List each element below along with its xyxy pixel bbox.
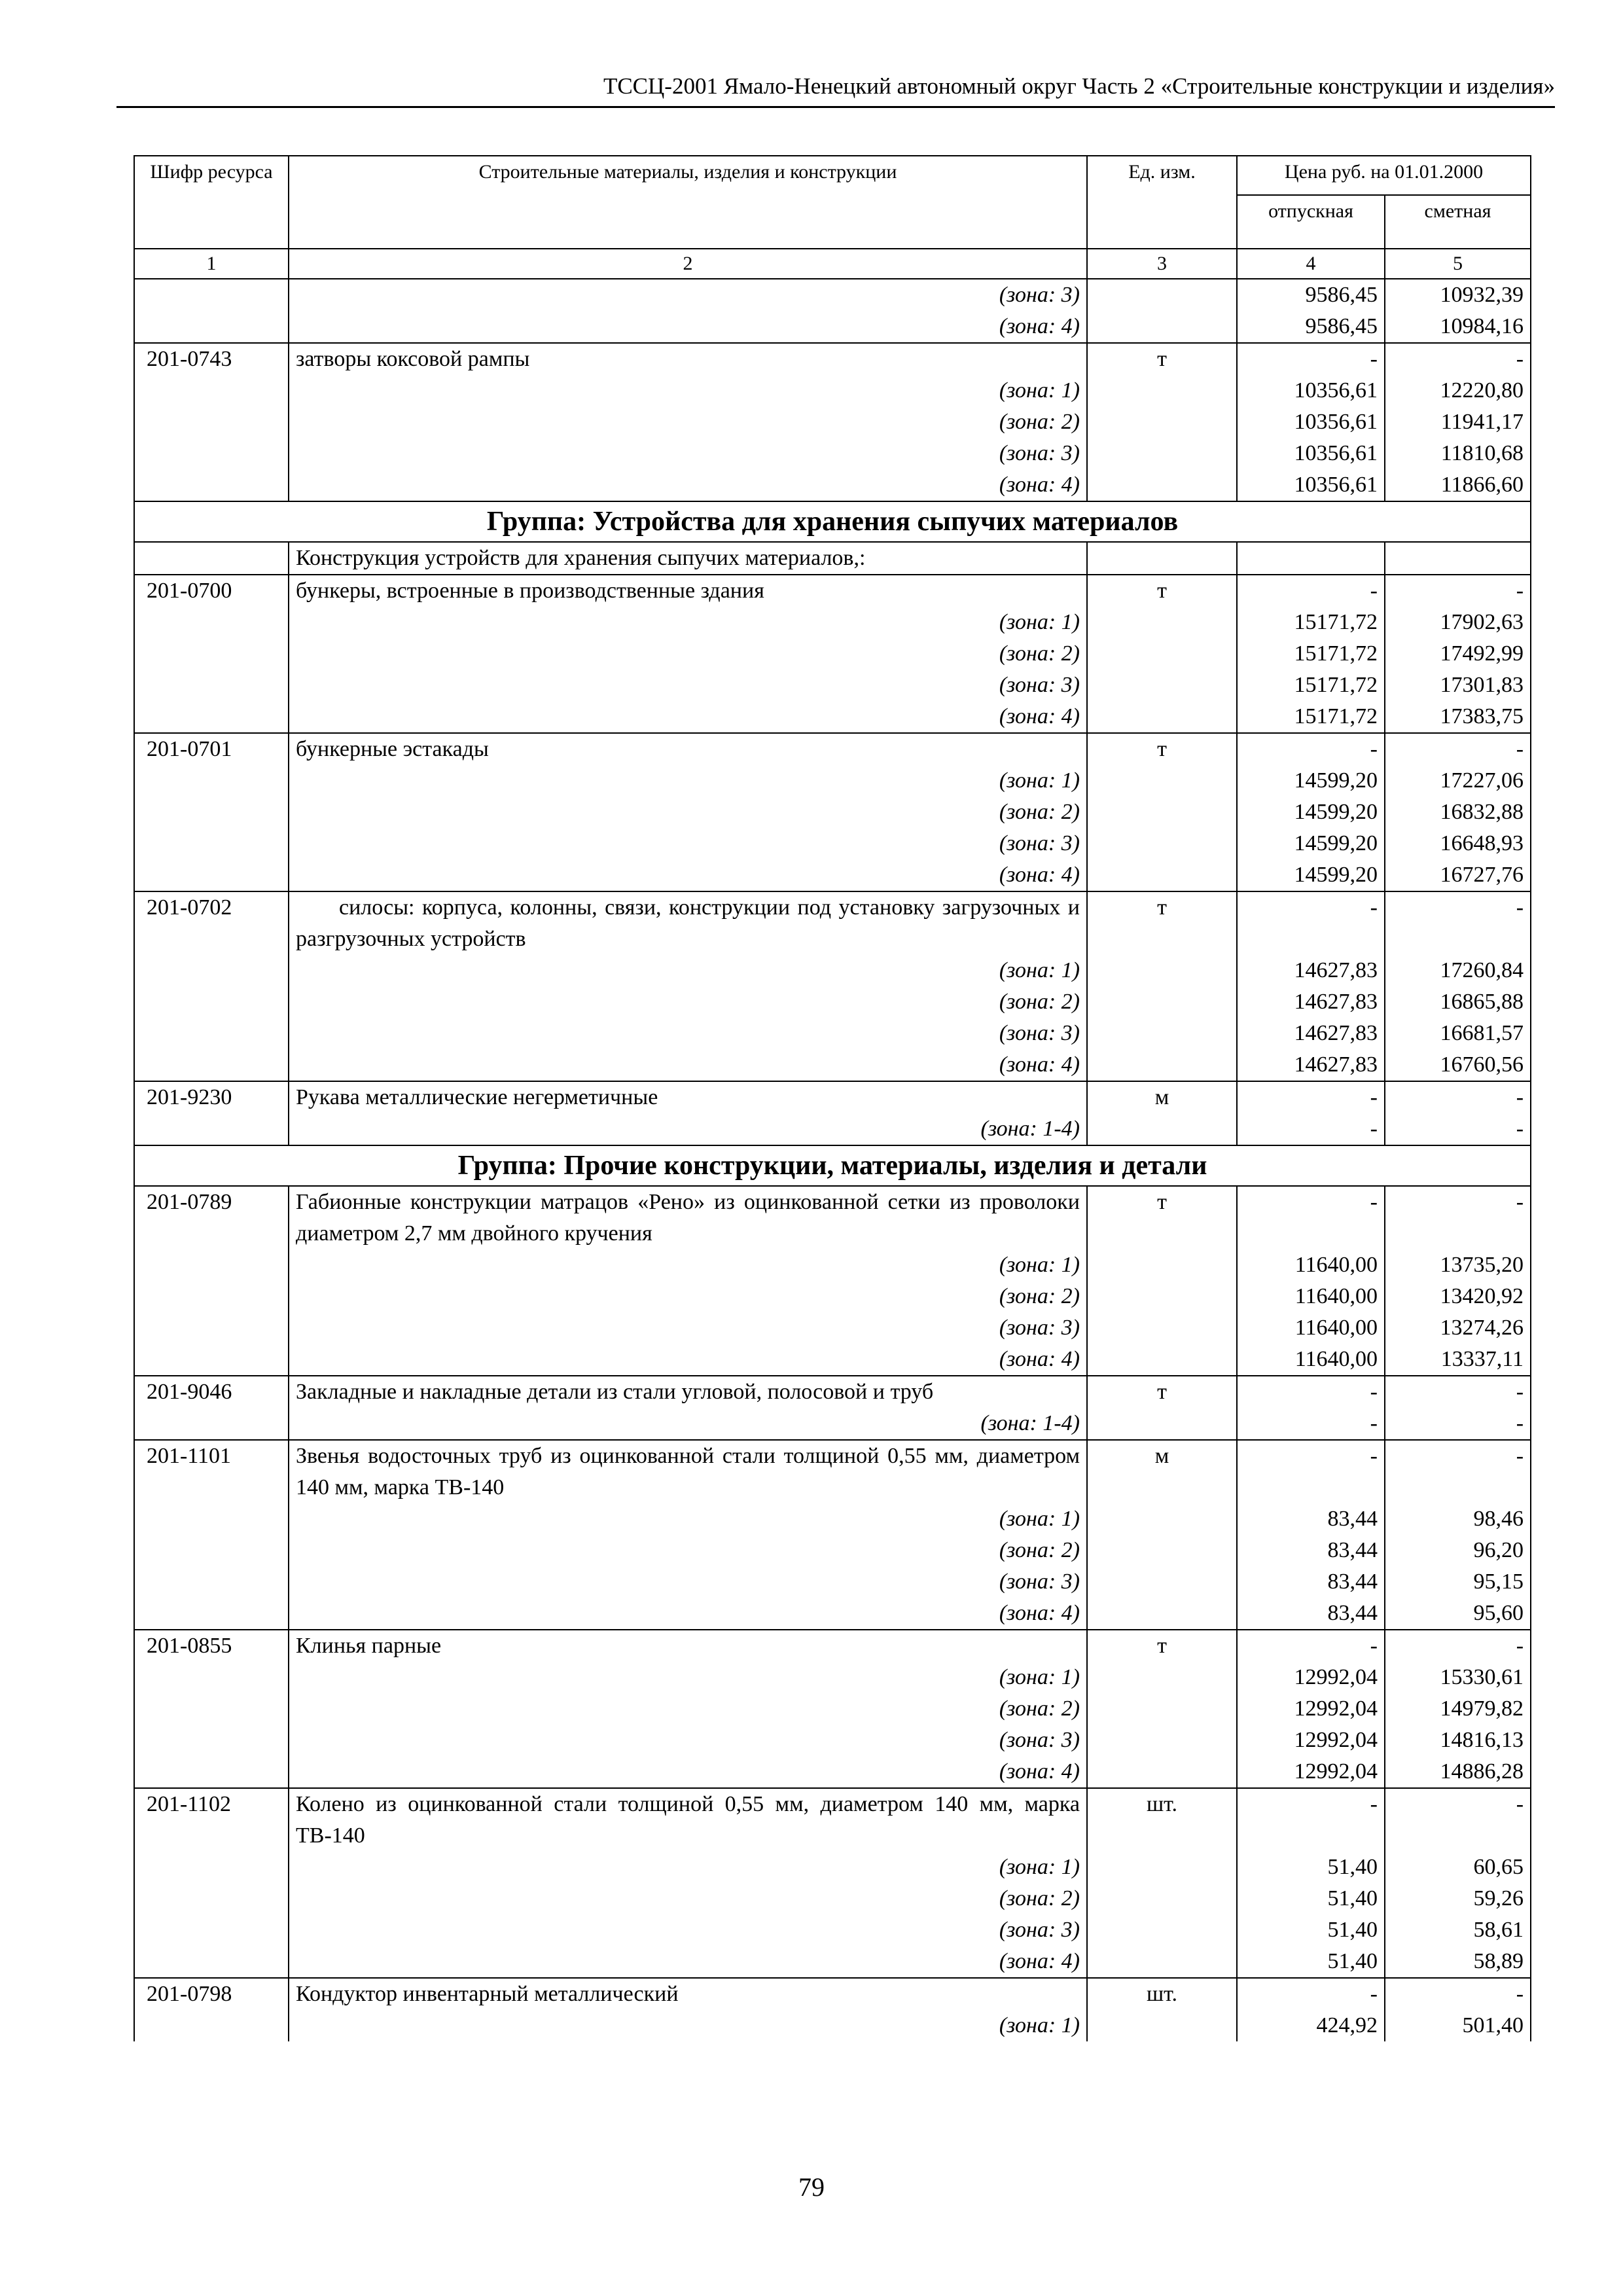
table-row: [134, 1725, 1531, 1756]
zone-label: (зона: 1): [289, 1503, 1087, 1535]
price-release: 11640,00: [1237, 1281, 1385, 1312]
zone-label: (зона: 4): [289, 1598, 1087, 1630]
table-row: [134, 311, 1531, 343]
page-number: 79: [798, 2172, 825, 2202]
col-estimate-header: сметная: [1385, 195, 1531, 249]
table-row: [134, 438, 1531, 469]
price-release: 14599,20: [1237, 797, 1385, 828]
table-row: [134, 955, 1531, 986]
table-row: [134, 1281, 1531, 1312]
table-row: [134, 828, 1531, 859]
unit: т: [1087, 1630, 1237, 1662]
price-estimate: 10984,16: [1385, 311, 1531, 343]
col-release-header: отпускная: [1237, 195, 1385, 249]
resource-code: 201-0798: [134, 1978, 289, 2010]
table-row: [134, 279, 1531, 311]
zone-label: (зона: 4): [289, 1946, 1087, 1978]
price-release: 11640,00: [1237, 1249, 1385, 1281]
price-release: 11640,00: [1237, 1344, 1385, 1376]
zone-label: (зона: 3): [289, 279, 1087, 311]
price-release: -: [1237, 1978, 1385, 2010]
price-estimate: -: [1385, 733, 1531, 765]
price-release: 15171,72: [1237, 638, 1385, 670]
price-release: 51,40: [1237, 1883, 1385, 1914]
col-number: 3: [1087, 249, 1237, 279]
price-estimate: 17260,84: [1385, 955, 1531, 986]
col-unit-header: Ед. изм.: [1087, 156, 1237, 249]
col-price-header: Цена руб. на 01.01.2000: [1237, 156, 1531, 195]
price-estimate: 16648,93: [1385, 828, 1531, 859]
table-row: [134, 1186, 1531, 1249]
resource-name: Колено из оцинкованной стали толщиной 0,55 мм, диаметром 140 мм, марка ТВ-140: [289, 1788, 1087, 1852]
price-table: [134, 155, 1531, 2041]
unit: т: [1087, 891, 1237, 955]
zone-label: (зона: 1): [289, 1249, 1087, 1281]
price-estimate: 11866,60: [1385, 469, 1531, 501]
price-release: -: [1237, 733, 1385, 765]
zone-label: (зона: 1-4): [289, 1113, 1087, 1145]
table-row: [134, 1566, 1531, 1598]
price-release: -: [1237, 1186, 1385, 1249]
table-row: [134, 607, 1531, 638]
zone-label: (зона: 2): [289, 1693, 1087, 1725]
zone-label: (зона: 2): [289, 406, 1087, 438]
zone-label: (зона: 4): [289, 311, 1087, 343]
price-estimate: 96,20: [1385, 1535, 1531, 1566]
table-row: [134, 1756, 1531, 1788]
price-estimate: 16832,88: [1385, 797, 1531, 828]
zone-label: (зона: 1): [289, 375, 1087, 406]
resource-name: бункерные эстакады: [289, 733, 1087, 765]
resource-code: 201-1102: [134, 1788, 289, 1852]
price-estimate: -: [1385, 1408, 1531, 1440]
price-release: -: [1237, 575, 1385, 607]
table-row: [134, 891, 1531, 955]
table-row: [134, 1914, 1531, 1946]
price-estimate: 17301,83: [1385, 670, 1531, 701]
price-estimate: -: [1385, 1081, 1531, 1113]
table-row: [134, 1788, 1531, 1852]
price-estimate: 17383,75: [1385, 701, 1531, 733]
table-row: [134, 2010, 1531, 2041]
resource-code: 201-1101: [134, 1440, 289, 1503]
group-title: Группа: Прочие конструкции, материалы, изделия и детали: [134, 1145, 1531, 1186]
group-row: [134, 1145, 1531, 1186]
price-release: 51,40: [1237, 1914, 1385, 1946]
table-row: [134, 542, 1531, 575]
price-estimate: 98,46: [1385, 1503, 1531, 1535]
table-row: [134, 1978, 1531, 2010]
price-estimate: 14816,13: [1385, 1725, 1531, 1756]
header-rule: [116, 106, 1555, 108]
price-release: 12992,04: [1237, 1725, 1385, 1756]
price-release: 10356,61: [1237, 406, 1385, 438]
price-release: 12992,04: [1237, 1693, 1385, 1725]
page-header: ТССЦ-2001 Ямало-Ненецкий автономный округ Часть 2 «Строительные конструкции и изделия»: [603, 73, 1555, 99]
unit: шт.: [1087, 1978, 1237, 2010]
price-estimate: 11810,68: [1385, 438, 1531, 469]
table-row: [134, 1249, 1531, 1281]
zone-label: (зона: 2): [289, 1281, 1087, 1312]
price-release: -: [1237, 1440, 1385, 1503]
zone-label: (зона: 1): [289, 607, 1087, 638]
table-row: [134, 469, 1531, 501]
price-estimate: -: [1385, 1978, 1531, 2010]
price-release: 83,44: [1237, 1566, 1385, 1598]
table-row: [134, 1598, 1531, 1630]
table-row: [134, 1113, 1531, 1145]
price-release: 14627,83: [1237, 1018, 1385, 1049]
price-estimate: 13337,11: [1385, 1344, 1531, 1376]
resource-name: бункеры, встроенные в производственные здания: [289, 575, 1087, 607]
table-row: [134, 797, 1531, 828]
table-row: [134, 1630, 1531, 1662]
resource-name: Рукава металлические негерметичные: [289, 1081, 1087, 1113]
table-row: [134, 1408, 1531, 1440]
table-row: [134, 733, 1531, 765]
resource-name: Габионные конструкции матрацов «Рено» из оцинкованной сетки из проволоки диаметром 2,7 мм двойного кручения: [289, 1186, 1087, 1249]
price-release: 14599,20: [1237, 859, 1385, 891]
price-release: -: [1237, 1081, 1385, 1113]
table-row: [134, 1018, 1531, 1049]
price-estimate: 13420,92: [1385, 1281, 1531, 1312]
zone-label: (зона: 4): [289, 1756, 1087, 1788]
price-release: 12992,04: [1237, 1662, 1385, 1693]
zone-label: (зона: 4): [289, 701, 1087, 733]
resource-code: 201-0701: [134, 733, 289, 765]
unit: м: [1087, 1440, 1237, 1503]
table-row: [134, 1503, 1531, 1535]
price-estimate: 17227,06: [1385, 765, 1531, 797]
unit: т: [1087, 343, 1237, 375]
price-estimate: 14979,82: [1385, 1693, 1531, 1725]
table-row: [134, 343, 1531, 375]
col-number: 2: [289, 249, 1087, 279]
resource-name: Закладные и накладные детали из стали угловой, полосовой и труб: [289, 1376, 1087, 1408]
price-estimate: -: [1385, 1788, 1531, 1852]
zone-label: (зона: 3): [289, 1725, 1087, 1756]
resource-code: 201-9230: [134, 1081, 289, 1113]
zone-label: (зона: 3): [289, 1312, 1087, 1344]
price-release: -: [1237, 1376, 1385, 1408]
zone-label: (зона: 4): [289, 1344, 1087, 1376]
group-row: [134, 501, 1531, 542]
price-estimate: -: [1385, 575, 1531, 607]
price-release: -: [1237, 1788, 1385, 1852]
price-estimate: 15330,61: [1385, 1662, 1531, 1693]
price-estimate: 13735,20: [1385, 1249, 1531, 1281]
price-release: 14599,20: [1237, 765, 1385, 797]
zone-label: (зона: 3): [289, 670, 1087, 701]
zone-label: (зона: 3): [289, 1018, 1087, 1049]
unit: т: [1087, 1376, 1237, 1408]
price-release: 15171,72: [1237, 607, 1385, 638]
price-release: 10356,61: [1237, 438, 1385, 469]
price-release: 14627,83: [1237, 955, 1385, 986]
table-row: [134, 375, 1531, 406]
price-estimate: 58,61: [1385, 1914, 1531, 1946]
zone-label: (зона: 2): [289, 1883, 1087, 1914]
table-row: [134, 859, 1531, 891]
table-row: [134, 575, 1531, 607]
zone-label: (зона: 4): [289, 1049, 1087, 1081]
price-release: 15171,72: [1237, 701, 1385, 733]
price-estimate: 60,65: [1385, 1852, 1531, 1883]
price-estimate: -: [1385, 1376, 1531, 1408]
price-release: 15171,72: [1237, 670, 1385, 701]
price-release: 51,40: [1237, 1852, 1385, 1883]
price-release: 51,40: [1237, 1946, 1385, 1978]
zone-label: (зона: 1): [289, 1852, 1087, 1883]
zone-label: (зона: 2): [289, 1535, 1087, 1566]
zone-label: (зона: 4): [289, 859, 1087, 891]
price-release: 9586,45: [1237, 311, 1385, 343]
price-release: 83,44: [1237, 1598, 1385, 1630]
table-row: [134, 1081, 1531, 1113]
table-row: [134, 986, 1531, 1018]
table-row: [134, 1693, 1531, 1725]
table-row: [134, 701, 1531, 733]
table-row: [134, 1662, 1531, 1693]
price-estimate: 12220,80: [1385, 375, 1531, 406]
price-release: 11640,00: [1237, 1312, 1385, 1344]
zone-label: (зона: 1): [289, 955, 1087, 986]
zone-label: (зона: 3): [289, 438, 1087, 469]
table-row: [134, 1852, 1531, 1883]
zone-label: (зона: 3): [289, 828, 1087, 859]
resource-name: Звенья водосточных труб из оцинкованной стали толщиной 0,55 мм, диаметром 140 мм, марка ТВ-140: [289, 1440, 1087, 1503]
table-row: [134, 1535, 1531, 1566]
zone-label: (зона: 3): [289, 1566, 1087, 1598]
unit: т: [1087, 733, 1237, 765]
table-row: [134, 1376, 1531, 1408]
price-release: -: [1237, 891, 1385, 955]
price-estimate: 16865,88: [1385, 986, 1531, 1018]
table-row: [134, 1344, 1531, 1376]
price-estimate: -: [1385, 343, 1531, 375]
price-release: 83,44: [1237, 1503, 1385, 1535]
col-number: 4: [1237, 249, 1385, 279]
price-estimate: 17902,63: [1385, 607, 1531, 638]
resource-code: 201-0789: [134, 1186, 289, 1249]
price-estimate: -: [1385, 1440, 1531, 1503]
zone-label: (зона: 2): [289, 986, 1087, 1018]
price-release: 424,92: [1237, 2010, 1385, 2041]
price-estimate: 58,89: [1385, 1946, 1531, 1978]
unit: шт.: [1087, 1788, 1237, 1852]
zone-label: (зона: 2): [289, 638, 1087, 670]
price-estimate: 11941,17: [1385, 406, 1531, 438]
table-row: [134, 638, 1531, 670]
resource-name: Кондуктор инвентарный металлический: [289, 1978, 1087, 2010]
resource-name: Клинья парные: [289, 1630, 1087, 1662]
zone-label: (зона: 1): [289, 1662, 1087, 1693]
price-release: -: [1237, 1408, 1385, 1440]
price-estimate: 95,15: [1385, 1566, 1531, 1598]
price-estimate: 501,40: [1385, 2010, 1531, 2041]
table-row: [134, 406, 1531, 438]
table-row: [134, 670, 1531, 701]
price-release: -: [1237, 343, 1385, 375]
col-name-header: Строительные материалы, изделия и конструкции: [289, 156, 1087, 249]
price-release: -: [1237, 1630, 1385, 1662]
resource-name: силосы: корпуса, колонны, связи, конструкции под установку загрузочных и разгрузочных устройств: [289, 891, 1087, 955]
price-estimate: 59,26: [1385, 1883, 1531, 1914]
zone-label: (зона: 1): [289, 765, 1087, 797]
price-estimate: -: [1385, 1630, 1531, 1662]
price-release: 83,44: [1237, 1535, 1385, 1566]
col-number: 1: [134, 249, 289, 279]
unit: м: [1087, 1081, 1237, 1113]
price-estimate: 10932,39: [1385, 279, 1531, 311]
table-row: [134, 765, 1531, 797]
table-row: [134, 1883, 1531, 1914]
price-release: 10356,61: [1237, 469, 1385, 501]
price-estimate: 16760,56: [1385, 1049, 1531, 1081]
price-release: 14599,20: [1237, 828, 1385, 859]
price-release: 10356,61: [1237, 375, 1385, 406]
unit: т: [1087, 1186, 1237, 1249]
unit: т: [1087, 575, 1237, 607]
table-row: [134, 1312, 1531, 1344]
resource-name: затворы коксовой рампы: [289, 343, 1087, 375]
zone-label: (зона: 1): [289, 2010, 1087, 2041]
price-estimate: -: [1385, 1186, 1531, 1249]
col-code-header: Шифр ресурса: [134, 156, 289, 249]
price-estimate: 16681,57: [1385, 1018, 1531, 1049]
table-row: [134, 1946, 1531, 1978]
table-row: [134, 1049, 1531, 1081]
price-estimate: 17492,99: [1385, 638, 1531, 670]
price-release: -: [1237, 1113, 1385, 1145]
resource-code: 201-0700: [134, 575, 289, 607]
resource-code: 201-0702: [134, 891, 289, 955]
zone-label: (зона: 1-4): [289, 1408, 1087, 1440]
price-estimate: -: [1385, 1113, 1531, 1145]
price-estimate: -: [1385, 891, 1531, 955]
price-release: 14627,83: [1237, 986, 1385, 1018]
price-estimate: 14886,28: [1385, 1756, 1531, 1788]
price-release: 12992,04: [1237, 1756, 1385, 1788]
zone-label: (зона: 4): [289, 469, 1087, 501]
price-release: 14627,83: [1237, 1049, 1385, 1081]
resource-code: 201-0743: [134, 343, 289, 375]
resource-code: 201-9046: [134, 1376, 289, 1408]
price-estimate: 16727,76: [1385, 859, 1531, 891]
price-release: 9586,45: [1237, 279, 1385, 311]
col-number: 5: [1385, 249, 1531, 279]
zone-label: (зона: 3): [289, 1914, 1087, 1946]
zone-label: (зона: 2): [289, 797, 1087, 828]
group-title: Группа: Устройства для хранения сыпучих материалов: [134, 501, 1531, 542]
price-estimate: 13274,26: [1385, 1312, 1531, 1344]
resource-code: 201-0855: [134, 1630, 289, 1662]
table-row: [134, 1440, 1531, 1503]
price-estimate: 95,60: [1385, 1598, 1531, 1630]
subgroup-title: Конструкция устройств для хранения сыпучих материалов,:: [289, 542, 1087, 575]
